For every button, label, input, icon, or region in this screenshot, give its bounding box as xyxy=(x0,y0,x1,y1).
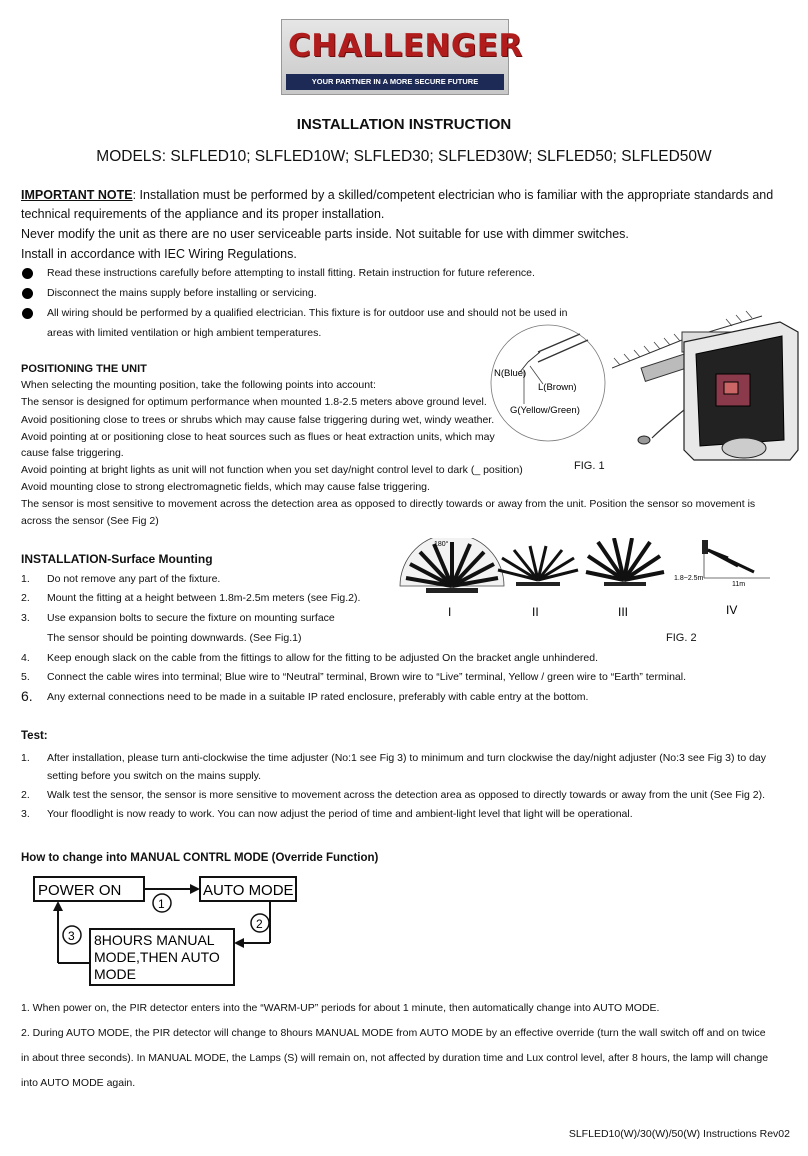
brand-name: CHALLENGER xyxy=(288,28,523,64)
installation-heading: INSTALLATION-Surface Mounting xyxy=(21,552,213,566)
page-title: INSTALLATION INSTRUCTION xyxy=(296,116,512,133)
brand-tagline: YOUR PARTNER IN A MORE SECURE FUTURE xyxy=(286,74,504,90)
fig2-height: 1.8~2.5m xyxy=(674,575,704,582)
positioning-line: When selecting the mounting position, take the following points into account: xyxy=(21,379,376,391)
diagram-manual-line-1: 8HOURS MANUAL xyxy=(94,932,215,948)
positioning-line: Avoid positioning close to trees or shrubs which may cause false triggering during wet, windy weather. xyxy=(21,414,495,426)
installation-item: Do not remove any part of the fixture. xyxy=(47,573,221,585)
bullet-icon xyxy=(22,288,33,299)
fig1-label: FIG. 1 xyxy=(574,460,605,472)
diagram-manual-line-2: MODE,THEN AUTO xyxy=(94,949,220,965)
positioning-line: Avoid pointing at or positioning close to heat sources such as flues or heat extraction units, which may xyxy=(21,431,495,443)
wiring-illustration xyxy=(488,322,608,444)
manual-mode-flow-diagram xyxy=(28,873,300,991)
fig2-label: FIG. 2 xyxy=(666,632,697,644)
list-number: 6. xyxy=(21,688,33,704)
fig2-panel-4: IV xyxy=(726,603,738,617)
models-line: MODELS: SLFLED10; SLFLED10W; SLFLED30; SLFLED30W; SLFLED50; SLFLED50W xyxy=(96,148,712,165)
detection-pattern-diagram xyxy=(392,538,772,620)
positioning-line: Avoid pointing at bright lights as unit will not function when you set day/night control level to dark (_ position) xyxy=(21,464,523,476)
list-number: 4. xyxy=(21,652,30,664)
fig2-angle: 180° xyxy=(434,541,449,548)
test-item: After installation, please turn anti-clockwise the time adjuster (No:1 see Fig 3) to minimum and turn clockwise the day/night adjuster (No:3 see Fig 3) to day xyxy=(47,752,766,764)
manual-paragraph-2: 2. During AUTO MODE, the PIR detector will change to 8hours MANUAL MODE from AUTO MODE by an effective override (turn the wall switch off and on twice xyxy=(21,1027,766,1039)
installation-item: Connect the cable wires into terminal; Blue wire to “Neutral” terminal, Brown wire to “Live” terminal, Yellow / green wire to “Earth” terminal. xyxy=(47,671,687,683)
positioning-line: Avoid mounting close to strong electromagnetic fields, which may cause false triggering. xyxy=(21,481,430,493)
manual-paragraph-1: 1. When power on, the PIR detector enters into the “WARM-UP” periods for about 1 minute, then automatically change into AUTO MODE. xyxy=(21,1002,660,1014)
diagram-auto-mode: AUTO MODE xyxy=(203,882,294,899)
note-bullet-3: All wiring should be performed by a qualified electrician. This fixture is for outdoor use and should not be used in xyxy=(47,307,568,319)
manual-mode-heading: How to change into MANUAL CONTRL MODE (Override Function) xyxy=(21,852,379,864)
fig1-wire-blue: N(Blue) xyxy=(494,368,527,379)
installation-item: Any external connections need to be made in a suitable IP rated enclosure, preferably with cable entry at the bottom. xyxy=(47,691,589,703)
bullet-icon xyxy=(22,308,33,319)
fig2-panel-2: II xyxy=(532,605,539,619)
footer-doc-id: SLFLED10(W)/30(W)/50(W) Instructions Rev02 xyxy=(568,1128,790,1140)
diagram-step-2: 2 xyxy=(256,917,263,931)
test-item: setting before you switch on the mains supply. xyxy=(47,770,262,782)
installation-item: Use expansion bolts to secure the fixture on mounting surface xyxy=(47,612,335,624)
important-note-line-2: technical requirements of the appliance and its proper installation. xyxy=(21,207,385,221)
fig1-wire-earth: G(Yellow/Green) xyxy=(510,405,580,416)
manual-paragraph-2-cont: in about three seconds). In MANUAL MODE, the Lamps (S) will remain on, not affected by duration time and Lux control level, after 8 hours, the lamp will change xyxy=(21,1052,769,1064)
list-number: 5. xyxy=(21,671,30,683)
positioning-line: cause false triggering. xyxy=(21,447,124,459)
important-note-line-3: Never modify the unit as there are no user serviceable parts inside. Not suitable for use with dimmer switches. xyxy=(21,227,629,241)
installation-item: Mount the fitting at a height between 1.8m-2.5m meters (see Fig.2). xyxy=(47,592,361,604)
diagram-step-1: 1 xyxy=(158,897,165,911)
test-heading: Test: xyxy=(21,730,48,742)
list-number: 3. xyxy=(21,612,30,624)
installation-item: The sensor should be pointing downwards. (See Fig.1) xyxy=(47,632,302,644)
installation-item: Keep enough slack on the cable from the fittings to allow for the fitting to be adjusted On the bracket angle unhindered. xyxy=(47,652,599,664)
fig2-panel-1: I xyxy=(448,605,452,619)
important-note-text: : Installation must be performed by a skilled/competent electrician who is familiar with the appropriate standards and xyxy=(132,188,774,202)
test-item: Your floodlight is now ready to work. You can now adjust the period of time and ambient-light level that light will be operational. xyxy=(47,808,633,820)
test-item: Walk test the sensor, the sensor is more sensitive to movement across the detection area as opposed to directly towards or away from the unit (See Fig 2). xyxy=(47,789,766,801)
important-note-line-4: Install in accordance with IEC Wiring Regulations. xyxy=(21,247,297,261)
important-note-label: IMPORTANT NOTE xyxy=(21,188,133,202)
list-number: 3. xyxy=(21,808,30,820)
floodlight-illustration xyxy=(612,310,802,470)
brand-logo xyxy=(281,19,523,95)
list-number: 1. xyxy=(21,752,30,764)
note-bullet-1: Read these instructions carefully before attempting to install fitting. Retain instruction for future reference. xyxy=(47,267,535,279)
positioning-line: across the sensor (See Fig 2) xyxy=(21,515,159,527)
note-bullet-2: Disconnect the mains supply before installing or servicing. xyxy=(47,287,317,299)
bullet-icon xyxy=(22,268,33,279)
note-bullet-3-cont: areas with limited ventilation or high ambient temperatures. xyxy=(47,327,322,339)
list-number: 2. xyxy=(21,789,30,801)
positioning-line: The sensor is most sensitive to movement across the detection area as opposed to directly towards or away from the unit. Position the sensor so movement is xyxy=(21,498,756,510)
diagram-power-on: POWER ON xyxy=(38,882,122,899)
fig2-distance: 11m xyxy=(732,581,746,588)
positioning-heading: POSITIONING THE UNIT xyxy=(21,363,147,375)
list-number: 1. xyxy=(21,573,30,585)
manual-paragraph-2-end: into AUTO MODE again. xyxy=(21,1077,136,1089)
fig2-panel-3: III xyxy=(618,605,629,619)
diagram-step-3: 3 xyxy=(68,929,75,943)
diagram-manual-line-3: MODE xyxy=(94,966,136,982)
positioning-line: The sensor is designed for optimum performance when mounted 1.8-2.5 meters above ground level. xyxy=(21,396,487,408)
fig1-wire-brown: L(Brown) xyxy=(538,382,577,393)
list-number: 2. xyxy=(21,592,30,604)
important-note-line-1 xyxy=(21,187,773,203)
